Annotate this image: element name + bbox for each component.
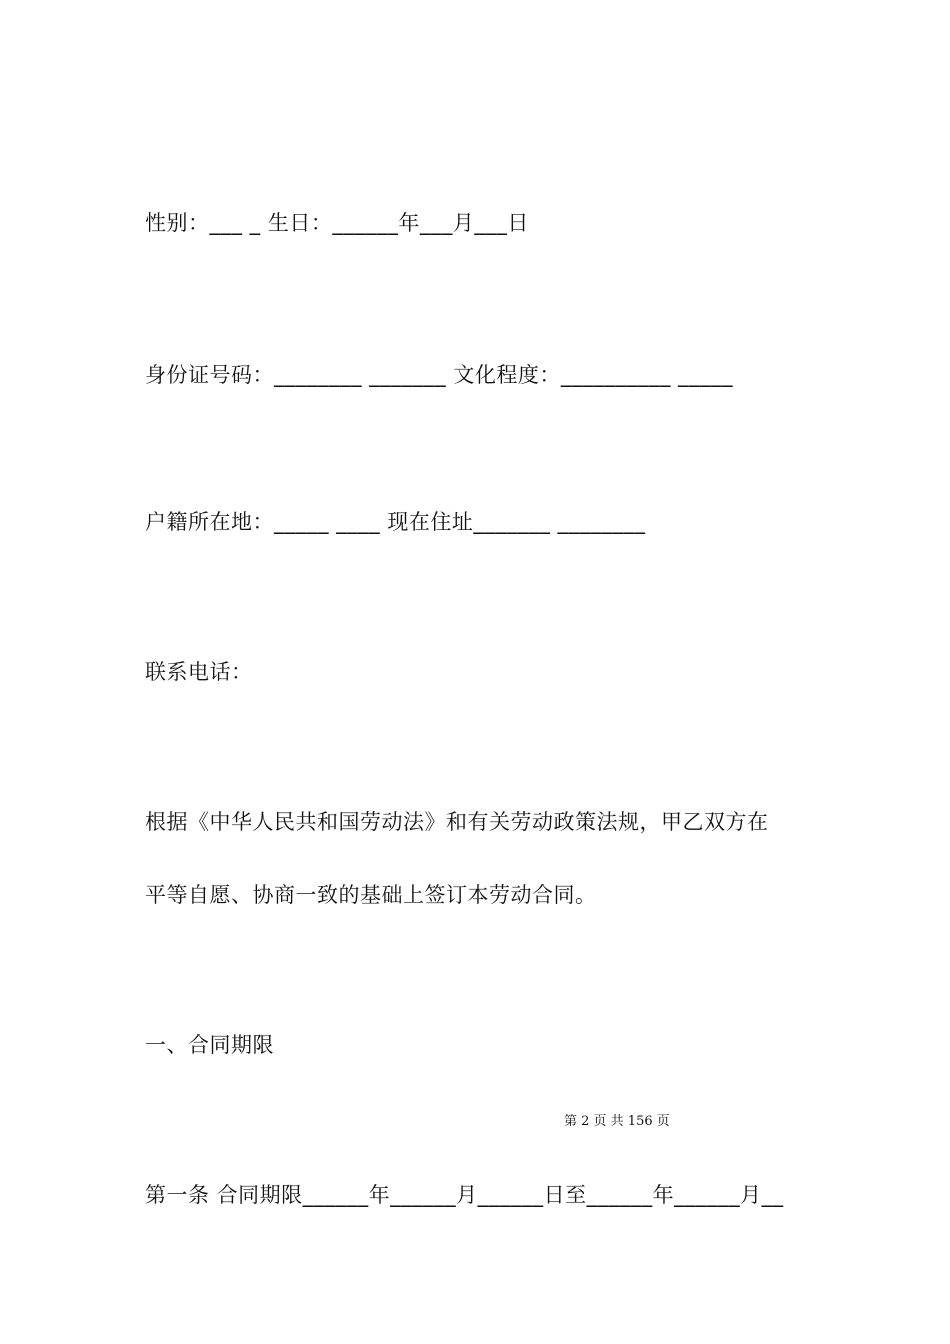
gender-birthday-line: 性别：___ _ 生日：______年___月___日: [145, 211, 529, 235]
page-number: 第 2 页 共 156 页: [564, 1114, 670, 1129]
phone-line: 联系电话：: [145, 660, 253, 684]
section-one-heading: 一、合同期限: [145, 1033, 274, 1057]
article-one-line: 第一条 合同期限______年______月______日至______年______月__: [145, 1183, 784, 1207]
household-address-line: 户籍所在地：_____ ____ 现在住址_______ ________: [145, 510, 646, 534]
preamble-line-2: 平等自愿、协商一致的基础上签订本劳动合同。: [145, 883, 597, 907]
id-education-line: 身份证号码：________ _______ 文化程度：__________ _____: [145, 363, 734, 387]
preamble-line-1: 根据《中华人民共和国劳动法》和有关劳动政策法规，甲乙双方在: [145, 810, 769, 834]
